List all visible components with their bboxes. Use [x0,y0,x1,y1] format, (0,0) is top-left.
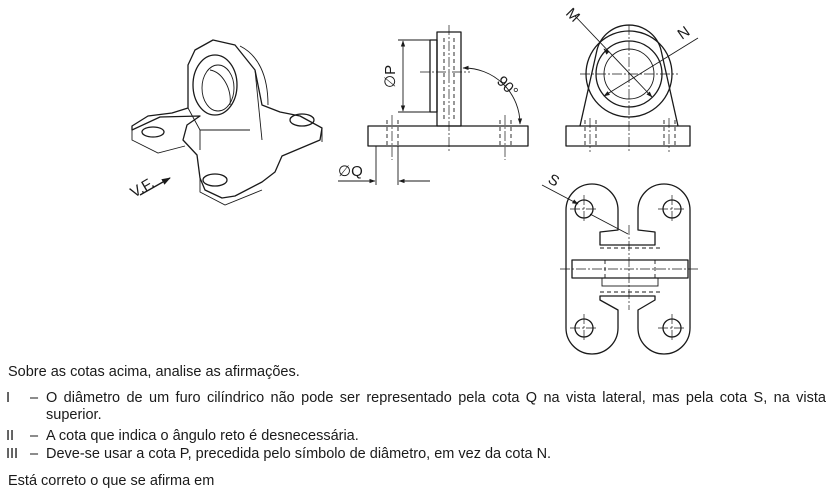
statement-dash: – [30,390,39,406]
isometric-view [128,40,323,205]
angle-label: 90° [493,72,522,101]
statement-number: II [6,428,15,444]
statement-text: Deve-se usar a cota P, precedida pelo símbolo de diâmetro, em vez da cota N. [46,446,552,462]
front-view [338,25,528,185]
statement-number: I [6,390,11,406]
question-outro: Está correto o que se afirma em [8,473,215,489]
side-view [562,5,698,152]
statement-dash: – [30,446,39,462]
statement-text: O diâmetro de um furo cilíndrico não pode ser representado pela cota Q na vista lateral, mas pela cota S, na vista superior. [46,390,826,423]
statement-dash: – [30,428,39,444]
dim-m-label: M [562,4,584,26]
question-intro: Sobre as cotas acima, analise as afirmações. [8,364,300,380]
dim-n-label: N [674,23,694,44]
statement-2 [6,428,826,445]
view-direction-label: V.F. [127,174,158,202]
statement-text: A cota que indica o ângulo reto é desnecessária. [46,428,359,444]
statement-3 [6,446,826,463]
statement-number: III [6,446,19,462]
top-view [542,171,700,354]
dim-s-label: S [545,170,563,191]
dim-p-label: ∅P [382,64,399,88]
statement-1 [6,390,826,424]
dim-q-label: ∅Q [338,163,363,180]
